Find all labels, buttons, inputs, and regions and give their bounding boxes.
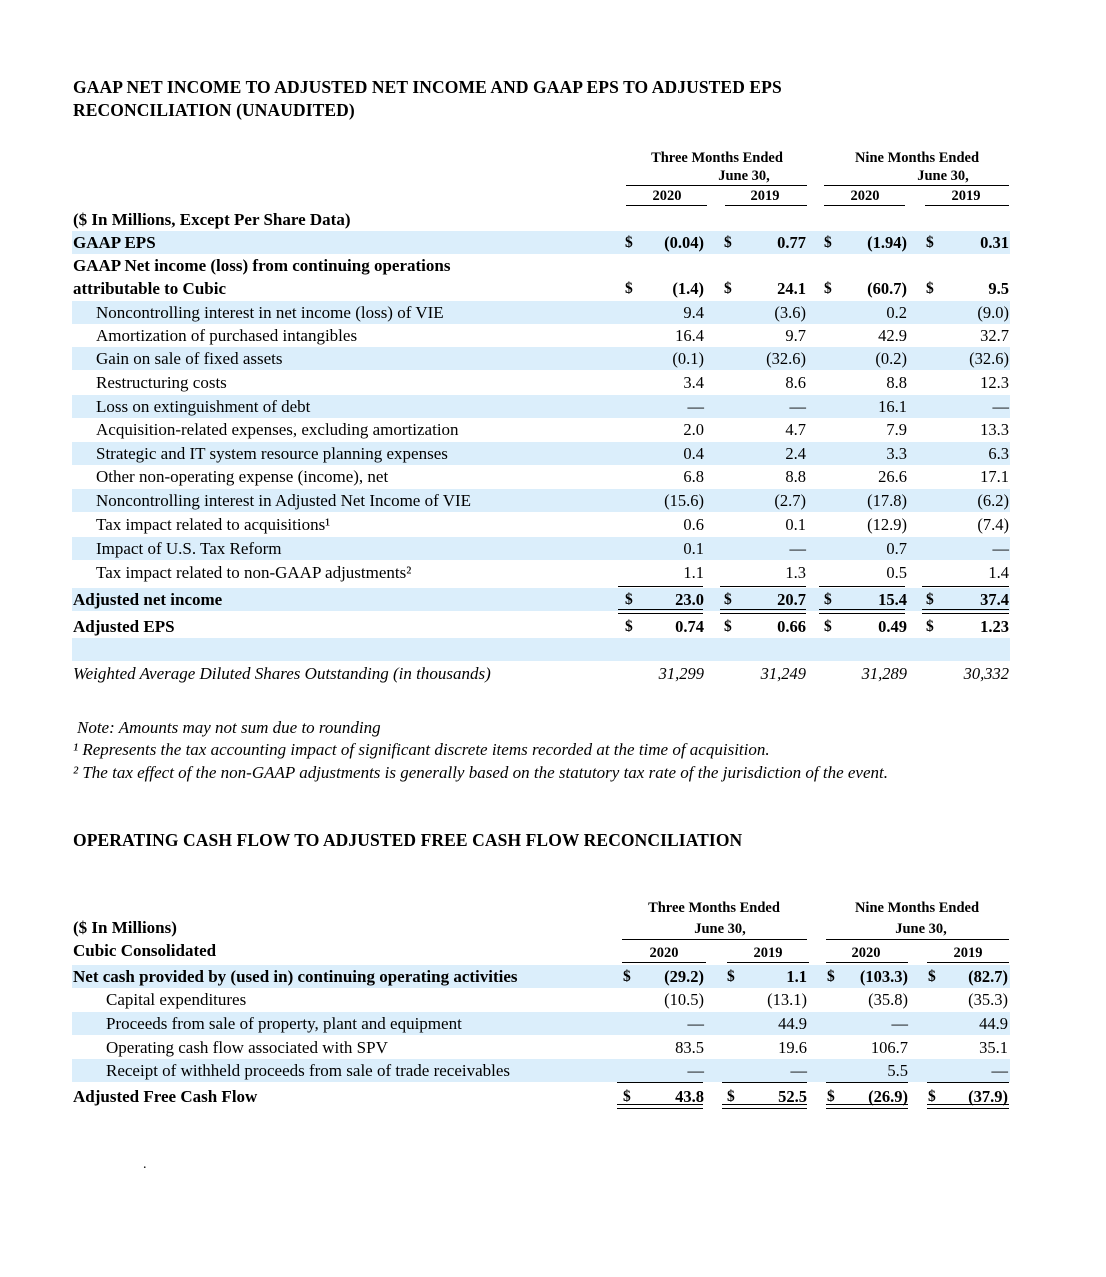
- currency-symbol: $: [623, 1088, 631, 1105]
- value-col3: 106.7: [870, 1038, 908, 1057]
- value-col1: (10.5): [664, 990, 704, 1009]
- value-col4: 6.3: [988, 444, 1009, 463]
- s1-nine-months-header: Nine Months Ended: [854, 150, 980, 166]
- currency-symbol: $: [625, 591, 633, 608]
- currency-symbol: $: [926, 591, 934, 608]
- row-label: Receipt of withheld proceeds from sale of trade receivables: [106, 1061, 511, 1080]
- footnote-2: ² The tax effect of the non-GAAP adjustments is generally based on the statutory tax rate of the jurisdiction of the event.: [73, 763, 888, 782]
- currency-symbol: $: [724, 280, 732, 297]
- section2-row-capital-expenditures: [72, 988, 1010, 1011]
- value-col4: 30,332: [963, 664, 1009, 683]
- stray-dot: .: [143, 1157, 147, 1172]
- value-col3: (12.9): [867, 515, 907, 534]
- row-label: GAAP EPS: [73, 233, 156, 252]
- value-col3: (1.94): [867, 233, 907, 252]
- section1-row-attributable-to-cubic: [72, 277, 1010, 300]
- section1-row-gaap-eps: [72, 231, 1010, 254]
- value-col4: 1.4: [988, 563, 1009, 582]
- value-col2: 2.4: [785, 444, 806, 463]
- value-col1: (0.04): [664, 233, 704, 252]
- section1-row-tax-impact-related-to-non-gaap-adjustments: [72, 561, 1010, 584]
- value-col1: 16.4: [675, 326, 704, 345]
- value-col2: 19.6: [778, 1038, 807, 1057]
- row-label: Other non-operating expense (income), net: [96, 467, 389, 486]
- section1-title-line1: GAAP NET INCOME TO ADJUSTED NET INCOME AND GAAP EPS TO ADJUSTED EPS: [73, 77, 782, 97]
- section2-row-receipt-of-withheld-proceeds-from-sale-of-trade-receivables: [72, 1059, 1010, 1082]
- s1-year-col3: 2020: [850, 188, 880, 204]
- currency-symbol: $: [824, 280, 832, 297]
- value-col1: 3.4: [683, 373, 704, 392]
- value-col3: (17.8): [867, 491, 907, 510]
- value-col1: (29.2): [664, 967, 704, 986]
- row-label: Net cash provided by (used in) continuing operating activities: [73, 967, 518, 986]
- currency-symbol: $: [625, 234, 633, 251]
- value-col2: —: [789, 397, 806, 416]
- value-col2: 8.6: [785, 373, 806, 392]
- currency-symbol: $: [824, 591, 832, 608]
- row-label: Gain on sale of fixed assets: [96, 349, 283, 368]
- s1-units-row: [72, 208, 1010, 231]
- value-col3: 8.8: [886, 373, 907, 392]
- value-col1: 2.0: [683, 420, 704, 439]
- currency-symbol: $: [928, 968, 936, 985]
- currency-symbol: $: [926, 234, 934, 251]
- value-col4: 0.31: [980, 233, 1009, 252]
- row-label: Loss on extinguishment of debt: [96, 397, 311, 416]
- s1-year-col1: 2020: [652, 188, 682, 204]
- section2-row-proceeds-from-sale-of-property-plant-and-equipment: [72, 1012, 1010, 1035]
- value-col3: (35.8): [868, 990, 908, 1009]
- value-col3: (26.9): [868, 1087, 908, 1106]
- value-col1: 1.1: [683, 563, 704, 582]
- section1-title-line2: RECONCILIATION (UNAUDITED): [73, 100, 355, 120]
- currency-symbol: $: [724, 591, 732, 608]
- value-col4: (32.6): [969, 349, 1009, 368]
- currency-symbol: $: [926, 280, 934, 297]
- value-col1: —: [687, 1014, 704, 1033]
- value-col2: 44.9: [778, 1014, 807, 1033]
- value-col3: 3.3: [886, 444, 907, 463]
- value-col4: —: [991, 1061, 1008, 1080]
- currency-symbol: $: [827, 968, 835, 985]
- section1-row-adjusted-net-income: [72, 588, 1010, 611]
- value-col1: 43.8: [675, 1087, 704, 1106]
- s2-year-col2: 2019: [753, 945, 783, 961]
- section1-row-strategic-and-it-system-resource-planning-expenses: [72, 442, 1010, 465]
- section1-row-restructuring-costs: [72, 371, 1010, 394]
- value-col2: (3.6): [774, 303, 806, 322]
- row-label: Tax impact related to acquisitions¹: [96, 515, 331, 534]
- value-col3: 5.5: [887, 1061, 908, 1080]
- s2-units-label: ($ In Millions): [73, 918, 177, 937]
- value-col1: —: [687, 1061, 704, 1080]
- note-rounding: Note: Amounts may not sum due to rounding: [77, 718, 381, 737]
- value-col3: 26.6: [878, 467, 907, 486]
- section1-row-other-non-operating-expense-income-net: [72, 465, 1010, 488]
- value-col4: (35.3): [968, 990, 1008, 1009]
- value-col4: 13.3: [980, 420, 1009, 439]
- currency-symbol: $: [824, 618, 832, 635]
- value-col4: (82.7): [968, 967, 1008, 986]
- section1-row-impact-of-u-s-tax-reform: [72, 537, 1010, 560]
- section1-row-noncontrolling-interest-in-net-income-loss-of-vie: [72, 301, 1010, 324]
- value-col2: —: [790, 1061, 807, 1080]
- currency-symbol: $: [928, 1088, 936, 1105]
- row-label: GAAP Net income (loss) from continuing operations: [73, 256, 451, 275]
- currency-symbol: $: [727, 1088, 735, 1105]
- section1-row-amortization-of-purchased-intangibles: [72, 324, 1010, 347]
- currency-symbol: $: [827, 1088, 835, 1105]
- s2-year-col4: 2019: [953, 945, 983, 961]
- value-col4: 35.1: [979, 1038, 1008, 1057]
- s1-nine-months-subheader: June 30,: [917, 168, 969, 184]
- value-col2: 1.3: [785, 563, 806, 582]
- value-col4: 9.5: [988, 279, 1009, 298]
- value-col3: 0.5: [886, 563, 907, 582]
- currency-symbol: $: [724, 618, 732, 635]
- row-label: Operating cash flow associated with SPV: [106, 1038, 388, 1057]
- value-col2: 20.7: [777, 590, 806, 609]
- value-col1: (0.1): [672, 349, 704, 368]
- footnote-1: ¹ Represents the tax accounting impact of significant discrete items recorded at the time of acquisition.: [73, 740, 770, 759]
- s2-nine-months-header: Nine Months Ended: [854, 900, 980, 916]
- value-col2: 31,249: [760, 664, 806, 683]
- value-col4: 44.9: [979, 1014, 1008, 1033]
- value-col2: 8.8: [785, 467, 806, 486]
- value-col3: 31,289: [861, 664, 907, 683]
- value-col2: 1.1: [786, 967, 807, 986]
- value-col2: (13.1): [767, 990, 807, 1009]
- value-col4: 17.1: [980, 467, 1009, 486]
- value-col1: 31,299: [658, 664, 704, 683]
- s2-three-months-header: Three Months Ended: [648, 900, 780, 916]
- s1-three-months-subheader: June 30,: [718, 168, 770, 184]
- row-label: Acquisition-related expenses, excluding amortization: [96, 420, 459, 439]
- value-col1: (1.4): [672, 279, 704, 298]
- value-col2: 9.7: [785, 326, 806, 345]
- value-col2: —: [789, 539, 806, 558]
- s2-year-col3: 2020: [851, 945, 881, 961]
- section1-row-loss-on-extinguishment-of-debt: [72, 395, 1010, 418]
- value-col1: 9.4: [683, 303, 704, 322]
- value-col3: 15.4: [878, 590, 907, 609]
- value-col4: (9.0): [977, 303, 1009, 322]
- value-col3: 7.9: [886, 420, 907, 439]
- row-label: Strategic and IT system resource planning expenses: [96, 444, 448, 463]
- value-col1: 0.6: [683, 515, 704, 534]
- currency-symbol: $: [623, 968, 631, 985]
- value-col4: (37.9): [968, 1087, 1008, 1106]
- section2-row-net-cash-provided-by-used-in-continuing-operating-activities: [72, 965, 1010, 988]
- s1-units-label: ($ In Millions, Except Per Share Data): [73, 210, 351, 229]
- value-col3: 0.49: [878, 617, 907, 636]
- s2-year-col1: 2020: [649, 945, 679, 961]
- value-col1: (15.6): [664, 491, 704, 510]
- value-col2: (32.6): [766, 349, 806, 368]
- value-col4: 1.23: [980, 617, 1009, 636]
- value-col1: 0.4: [683, 444, 704, 463]
- row-label: Tax impact related to non-GAAP adjustments²: [96, 563, 412, 582]
- value-col3: —: [891, 1014, 908, 1033]
- row-label: Capital expenditures: [106, 990, 247, 1009]
- value-col3: 16.1: [878, 397, 907, 416]
- value-col3: 42.9: [878, 326, 907, 345]
- section1-row-blank: [72, 638, 1010, 661]
- row-label: Adjusted EPS: [73, 617, 175, 636]
- section1-row-acquisition-related-expenses-excluding-amortization: [72, 418, 1010, 441]
- value-col1: —: [687, 397, 704, 416]
- value-col1: 23.0: [675, 590, 704, 609]
- row-label: Proceeds from sale of property, plant and equipment: [106, 1014, 462, 1033]
- value-col1: 83.5: [675, 1038, 704, 1057]
- row-label: Noncontrolling interest in net income (loss) of VIE: [96, 303, 444, 322]
- value-col2: 4.7: [785, 420, 806, 439]
- currency-symbol: $: [625, 618, 633, 635]
- currency-symbol: $: [727, 968, 735, 985]
- value-col2: (2.7): [774, 491, 806, 510]
- value-col1: 6.8: [683, 467, 704, 486]
- row-label: Restructuring costs: [96, 373, 227, 392]
- value-col4: 32.7: [980, 326, 1009, 345]
- value-col4: (7.4): [977, 515, 1009, 534]
- s1-three-months-header: Three Months Ended: [651, 150, 783, 166]
- currency-symbol: $: [724, 234, 732, 251]
- section1-row-gain-on-sale-of-fixed-assets: [72, 347, 1010, 370]
- row-label: Weighted Average Diluted Shares Outstanding (in thousands): [73, 664, 491, 683]
- value-col1: 0.74: [675, 617, 704, 636]
- value-col3: 0.7: [886, 539, 907, 558]
- value-col2: 0.66: [777, 617, 806, 636]
- section2-title: OPERATING CASH FLOW TO ADJUSTED FREE CASH FLOW RECONCILIATION: [73, 830, 743, 850]
- s2-units-row: [72, 916, 1010, 939]
- value-col3: (60.7): [867, 279, 907, 298]
- value-col4: 12.3: [980, 373, 1009, 392]
- section1-row-tax-impact-related-to-acquisitions: [72, 513, 1010, 536]
- value-col4: —: [992, 397, 1009, 416]
- row-label: Amortization of purchased intangibles: [96, 326, 358, 345]
- section1-row-noncontrolling-interest-in-adjusted-net-income-of-vie: [72, 489, 1010, 512]
- value-col2: 0.77: [777, 233, 806, 252]
- value-col4: (6.2): [977, 491, 1009, 510]
- s2-entity-label: Cubic Consolidated: [73, 941, 217, 960]
- value-col2: 0.1: [785, 515, 806, 534]
- currency-symbol: $: [824, 234, 832, 251]
- value-col4: —: [992, 539, 1009, 558]
- row-label: Adjusted Free Cash Flow: [73, 1087, 258, 1106]
- value-col3: (0.2): [875, 349, 907, 368]
- section1-row-weighted-average-diluted-shares-outstanding-in-thousands: [72, 662, 1010, 685]
- s2-nine-months-subheader: June 30,: [895, 921, 947, 937]
- s1-year-col2: 2019: [750, 188, 780, 204]
- s2-three-months-subheader: June 30,: [694, 921, 746, 937]
- row-label: Noncontrolling interest in Adjusted Net Income of VIE: [96, 491, 472, 510]
- s1-year-col4: 2019: [951, 188, 981, 204]
- currency-symbol: $: [625, 280, 633, 297]
- value-col2: 24.1: [777, 279, 806, 298]
- section1-row-gaap-net-income-loss-from-continuing-operations: [72, 254, 1010, 277]
- row-label: Impact of U.S. Tax Reform: [96, 539, 282, 558]
- row-label: attributable to Cubic: [73, 279, 226, 298]
- section2-row-operating-cash-flow-associated-with-spv: [72, 1036, 1010, 1059]
- value-col3: 0.2: [886, 303, 907, 322]
- currency-symbol: $: [926, 618, 934, 635]
- value-col2: 52.5: [778, 1087, 807, 1106]
- value-col1: 0.1: [683, 539, 704, 558]
- value-col4: 37.4: [980, 590, 1009, 609]
- row-label: Adjusted net income: [73, 590, 223, 609]
- value-col3: (103.3): [859, 967, 908, 986]
- section1-row-adjusted-eps: [72, 615, 1010, 638]
